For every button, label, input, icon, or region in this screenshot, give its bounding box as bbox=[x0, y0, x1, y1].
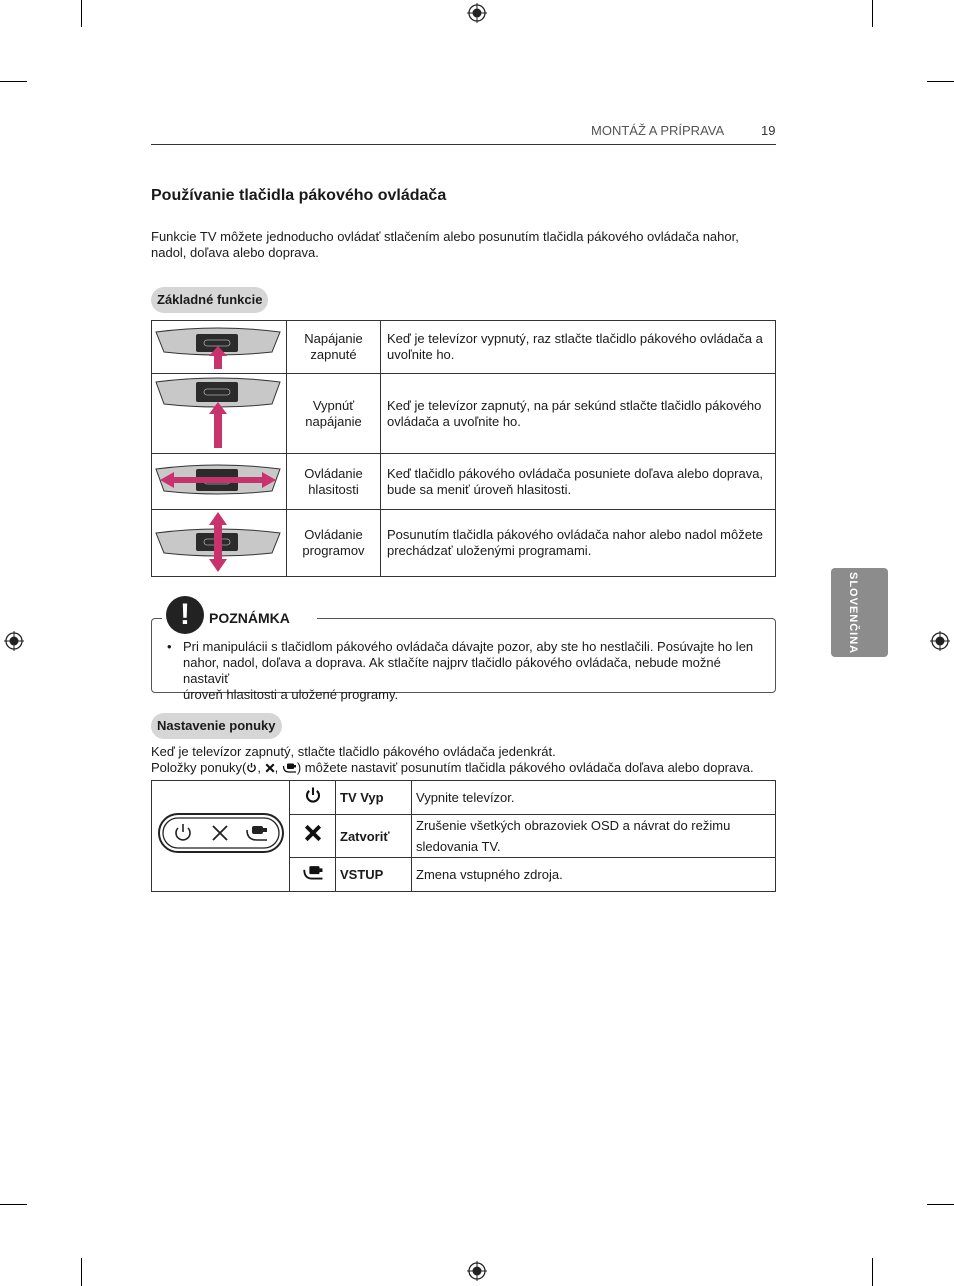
page-title: Používanie tlačidla pákového ovládača bbox=[151, 187, 447, 204]
menu-item-name: Zatvoriť bbox=[336, 815, 412, 858]
table-row bbox=[152, 781, 776, 815]
table-row bbox=[152, 321, 776, 374]
exclamation-icon: ! bbox=[166, 596, 204, 634]
intro-line: Funkcie TV môžete jednoducho ovládať stlačením alebo posunutím tlačidla pákového ovládača nahor, bbox=[151, 229, 739, 244]
table-row bbox=[152, 454, 776, 510]
joystick-illustration-cell bbox=[152, 374, 287, 454]
crop-mark bbox=[0, 1204, 27, 1205]
joystick-illustration-cell bbox=[152, 321, 287, 374]
function-description: Keď je televízor vypnutý, raz stlačte tlačidlo pákového ovládača a uvoľnite ho. bbox=[381, 321, 776, 374]
power-icon bbox=[246, 762, 257, 773]
table-row bbox=[152, 510, 776, 577]
crop-mark bbox=[927, 1204, 954, 1205]
function-description: Keď je televízor zapnutý, na pár sekúnd stlačte tlačidlo pákového ovládača a uvoľnite ho. bbox=[381, 374, 776, 454]
registration-mark-icon bbox=[930, 631, 950, 651]
menu-paragraph bbox=[151, 744, 754, 776]
note-line: úroveň hlasitosti a uložené programy. bbox=[183, 687, 399, 702]
function-description: Keď tlačidlo pákového ovládača posuniete doľava alebo doprava, bude sa meniť úroveň hlasitosti. bbox=[381, 454, 776, 510]
note-line: Pri manipulácii s tlačidlom pákového ovládača dávajte pozor, aby ste ho nestlačili. Posúvajte ho len bbox=[183, 639, 754, 654]
menu-item-description: Zmena vstupného zdroja. bbox=[412, 858, 776, 892]
joystick-illustration-cell bbox=[152, 454, 287, 510]
crop-mark bbox=[927, 81, 954, 82]
registration-mark-icon bbox=[467, 3, 487, 23]
menu-illustration-cell bbox=[152, 781, 290, 892]
note-text bbox=[183, 639, 768, 703]
function-description: Posunutím tlačidla pákového ovládača nahor alebo nadol môžete prechádzať uloženými programami. bbox=[381, 510, 776, 577]
language-tab bbox=[831, 568, 888, 657]
function-name: Ovládanie hlasitosti bbox=[287, 454, 381, 510]
intro-line: nadol, doľava alebo doprava. bbox=[151, 245, 319, 260]
basic-functions-table bbox=[151, 320, 776, 577]
note-title: POZNÁMKA bbox=[209, 610, 290, 626]
bullet-icon: • bbox=[167, 639, 172, 654]
intro-paragraph bbox=[151, 229, 739, 261]
note-line: nahor, nadol, doľava a doprava. Ak stlačíte najprv tlačidlo pákového ovládača, nebude možné nastaviť bbox=[183, 655, 721, 686]
menu-icon-cell bbox=[290, 858, 336, 892]
page-number: 19 bbox=[761, 123, 776, 138]
crop-mark bbox=[81, 1258, 82, 1286]
section-pill-menu: Nastavenie ponuky bbox=[151, 713, 282, 739]
function-name: Ovládanie programov bbox=[287, 510, 381, 577]
power-icon bbox=[304, 786, 322, 804]
joystick-illustration-cell bbox=[152, 510, 287, 577]
language-tab-label: SLOVENČINA bbox=[847, 572, 859, 655]
close-icon bbox=[265, 763, 275, 773]
input-icon bbox=[282, 762, 297, 773]
menu-line: Položky ponuky( , , ) môžete nastaviť posunutím tlačidla pákového ovládača doľava alebo doprava. bbox=[151, 760, 754, 775]
joystick-press-icon bbox=[152, 322, 284, 370]
joystick-left-right-icon bbox=[152, 455, 284, 505]
table-row bbox=[152, 374, 776, 454]
function-name: Napájanie zapnuté bbox=[287, 321, 381, 374]
section-pill-basic: Základné funkcie bbox=[151, 287, 268, 313]
menu-line: Keď je televízor zapnutý, stlačte tlačidlo pákového ovládača jedenkrát. bbox=[151, 744, 556, 759]
menu-item-name: VSTUP bbox=[336, 858, 412, 892]
running-header-section: MONTÁŽ A PRÍPRAVA bbox=[591, 123, 725, 138]
function-name: Vypnúť napájanie bbox=[287, 374, 381, 454]
input-icon bbox=[302, 864, 324, 880]
close-icon bbox=[304, 824, 322, 842]
menu-icon-cell bbox=[290, 815, 336, 858]
crop-mark bbox=[81, 0, 82, 27]
menu-options-table bbox=[151, 780, 776, 892]
menu-item-description: Zrušenie všetkých obrazoviek OSD a návrat do režimu sledovania TV. bbox=[412, 815, 776, 858]
crop-mark bbox=[872, 1258, 873, 1286]
joystick-up-down-icon bbox=[152, 511, 284, 573]
registration-mark-icon bbox=[4, 631, 24, 651]
menu-bar-illustration bbox=[157, 812, 285, 854]
menu-icon-cell bbox=[290, 781, 336, 815]
menu-item-description: Vypnite televízor. bbox=[412, 781, 776, 815]
registration-mark-icon bbox=[467, 1261, 487, 1281]
header-rule bbox=[151, 144, 776, 145]
menu-item-name: TV Vyp bbox=[336, 781, 412, 815]
crop-mark bbox=[872, 0, 873, 27]
joystick-long-press-icon bbox=[152, 374, 284, 450]
crop-mark bbox=[0, 81, 27, 82]
